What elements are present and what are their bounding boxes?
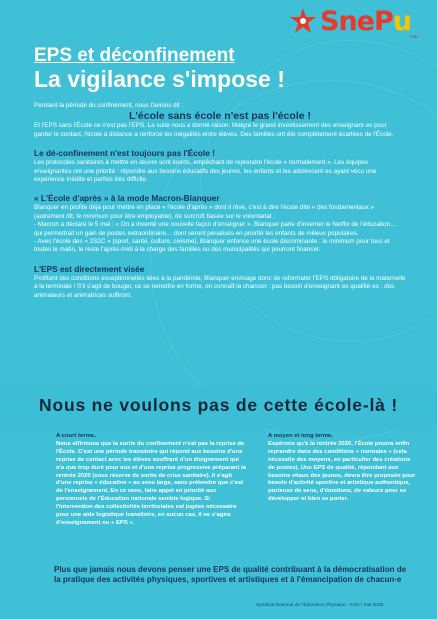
long-term-lead: A moyen et long terme, [268,433,333,439]
fsu-logo-label: FSU [410,34,418,39]
main-content [34,102,406,300]
page-title: EPS et déconfinement [34,45,235,66]
section-body-ecole-apres: Blanquer en profite déjà pour mettre en place « l'école d'après » dont il rêve, c'est à dire l'école dite « des fondamentaux » (autrement dit, le minimum pour être employable), de surcroît basée sur le volontariat : [34,204,375,220]
section-title-eps-visee: L'EPS est directement visée [34,263,145,274]
intro-text: Pendant la période du confinement, nous l'avions dit : [34,102,184,109]
snep-logo-brand: SneP [320,6,393,37]
intro-body: Et l'EPS sans l'École ce n'est pas l'EPS. La suite nous a donné raison. Malgré le grand investissement des enseignant·es pour garder le contact, l'école à distance a renforcé les inégalités entre élèves. Des familles ont été complètement écartées de l'École. [34,122,394,138]
long-term-body: Espérons qu'à la rentrée 2020, l'École pourra enfin reprendre dans des conditions « normales » (cela nécessite des moyens, en particulier des créations de postes). Une EPS de qualité, répondant aux besoins vitaux des jeunes, devra être proposée pour besoin d'activité sportive et artistique authentique, porteuse de sens, d'émotions, de valeurs pour se développer et bien se porter. [268,440,416,503]
conclusion-text: Plus que jamais nous devons penser une EPS de qualité contribuant à la démocratisation de la pratique des activités physiques, sportives et artistiques et à l'émancipation de chacun·e [54,565,407,584]
section-bullet-macron: - Macron a déclaré le 5 mai : « On a inventé une nouvelle façon d'enseigner ». Blanquer parle d'inventer le Netflix de l'éducation… qui permettrait un gain de postes extraordinaire… dont seront pénalisés en priorité les enfants de milieux populaires. [34,221,397,237]
page-subtitle: La vigilance s'impose ! [34,66,285,92]
snep-logo-u: u [392,6,412,37]
headline: L'école sans école n'est pas l'école ! [129,110,311,123]
short-term-body: Nous affirmons que la sortie du confinement n'est pas la reprise de l'École. C'est une période transitoire qui répond aux besoins d'une reprise de contact avec les élèves souffrant d'un éloignement qui n'a que trop duré pour eux et d'une reprise progressive préparant la rentrée 2020 (sous réserve de sortie de crise sanitaire). Il s'agit d'une reprise « éducative » au sens large, sans prétendre que c'est de l'enseignement. En ce sens, faire appel en priorité aux personnels de l'Éducation nationale semble logique. Si l'intervention des collectivités territoriales est jugées nécessaire pour une aide logistique transitoire, en aucun cas, il ne s'agira d'enseignement ou « EPS ». [56,440,247,526]
short-term-lead: A court terme, [56,433,96,439]
banner-title: Nous ne voulons pas de cette école-là ! [39,395,398,415]
long-term-column [268,433,418,504]
snep-logo [320,6,411,37]
section-body-eps-visee: Profitant des conditions exceptionnelles liées à la pandémie, Blanquer envisage donc de reformater l'EPS obligatoire de la maternelle à la terminale ! S'il s'agit de bouger, ce se remettre en forme, on connaît la chanson : pas besoin d'enseignant·es qualifié·es : des animateurs et animatrices suffiront. [34,274,406,299]
section-body-deconfinement: Les protocoles sanitaires à mettre en œuvre sont lourds, empêchant de reprendre l'école « normalement ». Les équipes enseignantes ont une priorité : répondre aux besoins éducatifs des jeunes, les enfants et les adolescent·es ayant vécu une expérience inédite et parfois très difficile. [34,159,377,184]
snep-star-logo-icon [289,7,317,35]
section-bullet-2s2c: - Avec l'école des « 2S2C » (sport, santé, culture, civisme), Blanquer enfonce une école discriminante : le minimum pour tous et toutes le matin, le reste l'après-midi à la charge des familles ou des municipalités qui pourront financer. [34,238,390,254]
section-title-deconfinement: Le dé-confinement n'est toujours pas l'École ! [34,148,215,159]
short-term-column [56,433,248,528]
section-title-ecole-apres: « L'École d'après » à la mode Macron-Blanquer [34,193,220,204]
footer-credit: Syndicat National de l'Éducation Physique - FSU / mai 2020 [256,603,384,608]
